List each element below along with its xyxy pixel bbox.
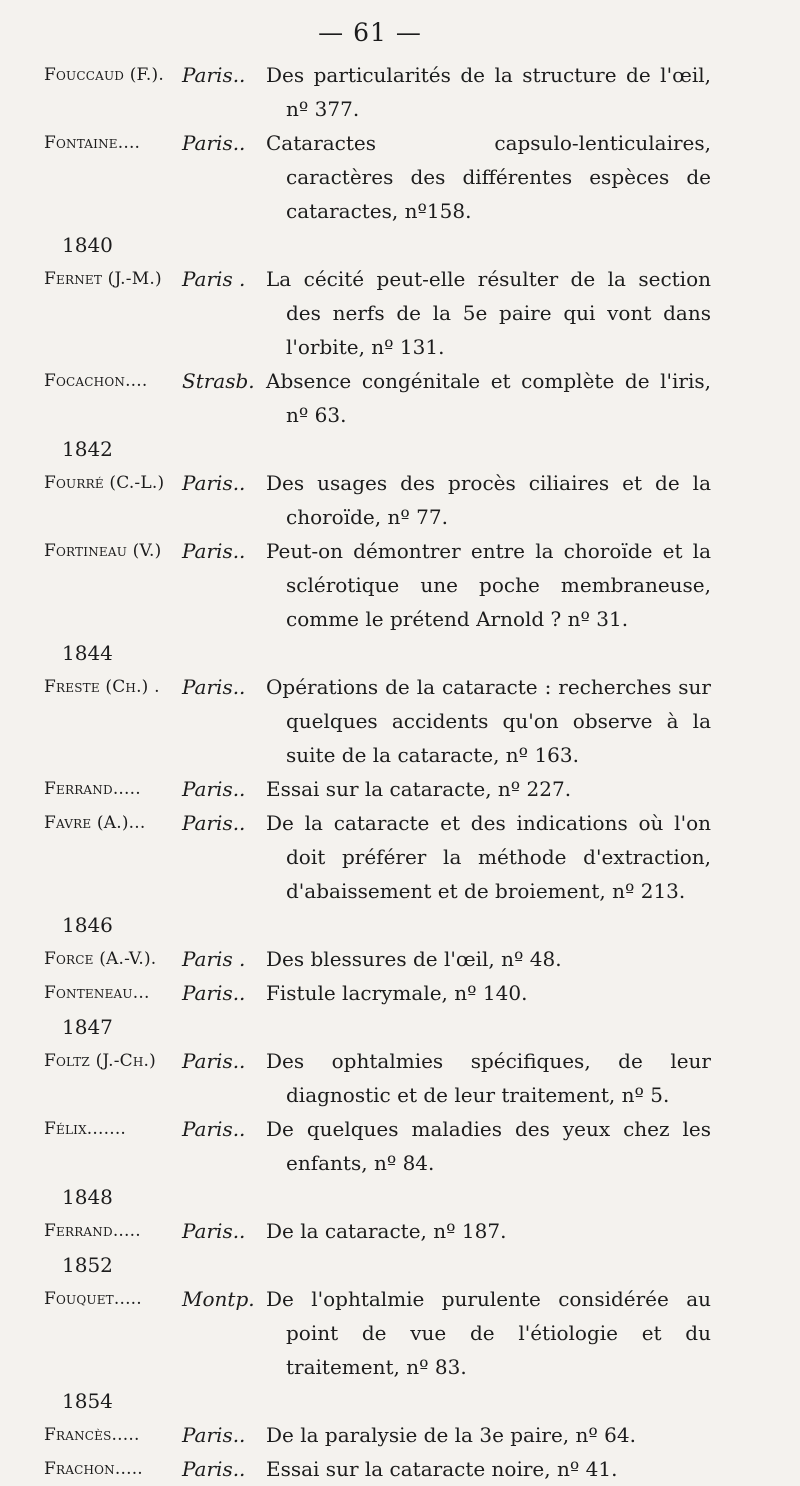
- entry-city: Paris .: [182, 267, 246, 291]
- year-heading: 1844: [62, 641, 113, 665]
- entry-author: Frachon.....: [44, 1459, 143, 1479]
- entry-city: Paris..: [182, 1049, 246, 1073]
- bibliography-entry: [0, 1044, 800, 1112]
- entry-city: Paris..: [182, 1117, 246, 1141]
- bibliography-entry: [0, 466, 800, 534]
- bibliography-entry: [0, 670, 800, 772]
- entry-city: Paris..: [182, 811, 246, 835]
- year-heading: 1854: [62, 1389, 113, 1413]
- bibliography-entry: [0, 58, 800, 126]
- entry-author: Fouccaud (F.).: [44, 65, 164, 85]
- entry-title: Fistule lacrymale, nº 140.: [266, 981, 528, 1005]
- entry-title: De quelques maladies des yeux chez les enfants, nº 84.: [266, 1117, 711, 1175]
- entry-city: Paris..: [182, 471, 246, 495]
- entry-author: Freste (Ch.) .: [44, 677, 160, 697]
- bibliography-entry: [0, 262, 800, 364]
- entry-author: Favre (A.)...: [44, 813, 146, 833]
- bibliography-entry: [0, 806, 800, 908]
- bibliography-entry: [0, 126, 800, 228]
- bibliography-entry: [0, 976, 800, 1010]
- entry-author: Focachon....: [44, 371, 148, 391]
- year-heading: 1852: [62, 1253, 113, 1277]
- entry-title: Cataractes capsulo-lenticulaires, caractères des différentes espèces de cataractes, nº158.: [266, 131, 711, 223]
- year-heading: 1847: [62, 1015, 113, 1039]
- entry-city: Paris..: [182, 1219, 246, 1243]
- entry-title: De la paralysie de la 3e paire, nº 64.: [266, 1423, 636, 1447]
- entry-title: Essai sur la cataracte, nº 227.: [266, 777, 572, 801]
- entry-city: Paris..: [182, 63, 246, 87]
- bibliography-entry: [0, 1112, 800, 1180]
- entry-title: De la cataracte et des indications où l'on doit préférer la méthode d'extraction, d'abaissement et de broiement, nº 213.: [266, 811, 711, 903]
- entry-city: Paris..: [182, 777, 246, 801]
- entry-title: La cécité peut-elle résulter de la section des nerfs de la 5e paire qui vont dans l'orbite, nº 131.: [266, 267, 711, 359]
- bibliography-entry: [0, 1418, 800, 1452]
- year-heading: 1846: [62, 913, 113, 937]
- bibliography-entry: [0, 942, 800, 976]
- year-heading: 1842: [62, 437, 113, 461]
- entry-title: De la cataracte, nº 187.: [266, 1219, 507, 1243]
- entry-author: Force (A.-V.).: [44, 949, 157, 969]
- entry-city: Paris..: [182, 675, 246, 699]
- entry-title: Des particularités de la structure de l'œil, nº 377.: [266, 63, 711, 121]
- entry-city: Paris..: [182, 1457, 246, 1481]
- entry-title: De l'ophtalmie purulente considérée au point de vue de l'étiologie et du traitement, nº 83.: [266, 1287, 711, 1379]
- entry-author: Fernet (J.-M.): [44, 269, 162, 289]
- entry-city: Strasb.: [182, 369, 255, 393]
- entry-title: Essai sur la cataracte noire, nº 41.: [266, 1457, 618, 1481]
- entry-city: Paris .: [182, 947, 246, 971]
- year-heading: 1848: [62, 1185, 113, 1209]
- entry-city: Paris..: [182, 539, 246, 563]
- entry-author: Fouquet.....: [44, 1289, 142, 1309]
- bibliography-entry: [0, 1282, 800, 1384]
- entry-author: Ferrand.....: [44, 779, 141, 799]
- entry-author: Fourré (C.-L.): [44, 473, 165, 493]
- entry-title: Des usages des procès ciliaires et de la choroïde, nº 77.: [266, 471, 711, 529]
- entry-author: Fonteneau...: [44, 983, 150, 1003]
- entry-title: Des blessures de l'œil, nº 48.: [266, 947, 562, 971]
- bibliography-entry: [0, 1214, 800, 1248]
- bibliography-entry: [0, 364, 800, 432]
- entry-title: Opérations de la cataracte : recherches sur quelques accidents qu'on observe à la suite de la cataracte, nº 163.: [266, 675, 711, 767]
- bibliography-entry: [0, 772, 800, 806]
- entry-city: Montp.: [182, 1287, 255, 1311]
- entry-author: Ferrand.....: [44, 1221, 141, 1241]
- entry-author: Foltz (J.-Ch.): [44, 1051, 156, 1071]
- entry-city: Paris..: [182, 131, 246, 155]
- entry-title: Peut-on démontrer entre la choroïde et la sclérotique une poche membraneuse, comme le prétend Arnold ? nº 31.: [266, 539, 711, 631]
- entry-title: Des ophtalmies spécifiques, de leur diagnostic et de leur traitement, nº 5.: [266, 1049, 711, 1107]
- entry-city: Paris..: [182, 981, 246, 1005]
- bibliography-list: [0, 58, 800, 1486]
- entry-title: Absence congénitale et complète de l'iris, nº 63.: [266, 369, 711, 427]
- page-number: — 61 —: [318, 18, 422, 47]
- entry-author: Fontaine....: [44, 133, 141, 153]
- bibliography-entry: [0, 534, 800, 636]
- bibliography-entry: [0, 1452, 800, 1486]
- year-heading: 1840: [62, 233, 113, 257]
- entry-author: Félix.......: [44, 1119, 127, 1139]
- entry-author: Fortineau (V.): [44, 541, 162, 561]
- entry-author: Francès.....: [44, 1425, 140, 1445]
- entry-city: Paris..: [182, 1423, 246, 1447]
